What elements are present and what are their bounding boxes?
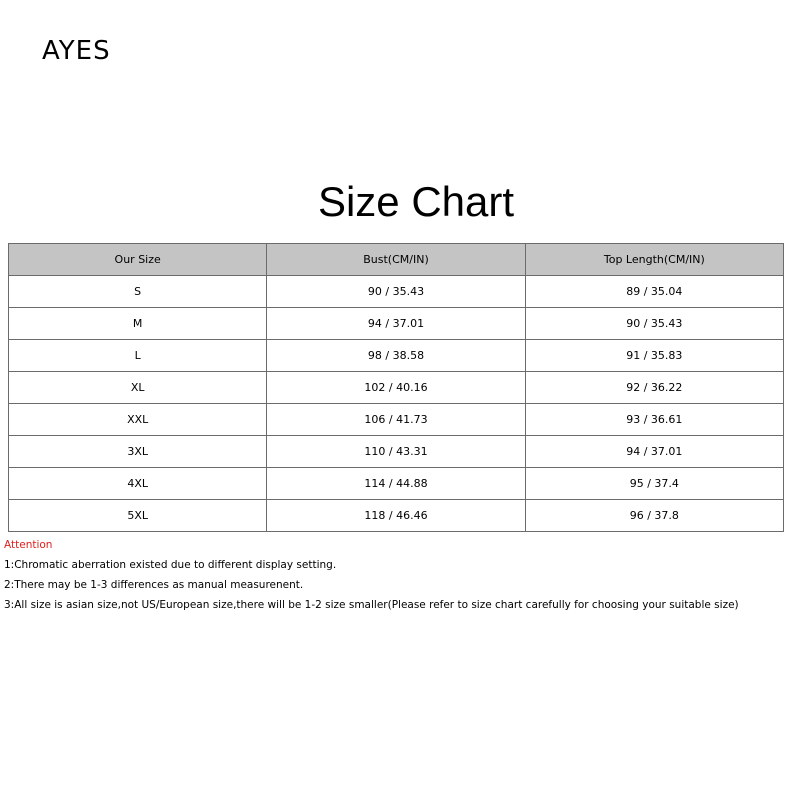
table-row (9, 468, 784, 500)
size-cell: XL (9, 372, 267, 404)
table-row (9, 276, 784, 308)
size-table (8, 243, 784, 532)
header-bust: Bust(CM/IN) (267, 244, 525, 276)
length-cell: 95 / 37.4 (525, 468, 783, 500)
note-item: 2:There may be 1-3 differences as manual measurenent. (4, 579, 304, 591)
table-row (9, 436, 784, 468)
table-row (9, 372, 784, 404)
header-our-size: Our Size (9, 244, 267, 276)
bust-cell: 98 / 38.58 (267, 340, 525, 372)
length-cell: 90 / 35.43 (525, 308, 783, 340)
table-row (9, 404, 784, 436)
bust-cell: 114 / 44.88 (267, 468, 525, 500)
table-row (9, 340, 784, 372)
length-cell: 91 / 35.83 (525, 340, 783, 372)
attention-heading: Attention (4, 539, 53, 551)
bust-cell: 94 / 37.01 (267, 308, 525, 340)
length-cell: 96 / 37.8 (525, 500, 783, 532)
note-item: 1:Chromatic aberration existed due to different display setting. (4, 559, 337, 571)
brand-logo: AYES (42, 36, 111, 66)
attention-notes (4, 535, 739, 615)
size-cell: 5XL (9, 500, 267, 532)
bust-cell: 90 / 35.43 (267, 276, 525, 308)
bust-cell: 102 / 40.16 (267, 372, 525, 404)
size-cell: L (9, 340, 267, 372)
length-cell: 89 / 35.04 (525, 276, 783, 308)
page-title: Size Chart (317, 178, 515, 225)
size-cell: XXL (9, 404, 267, 436)
bust-cell: 118 / 46.46 (267, 500, 525, 532)
table-row (9, 308, 784, 340)
table-header-row (9, 244, 784, 276)
size-cell: 4XL (9, 468, 267, 500)
length-cell: 92 / 36.22 (525, 372, 783, 404)
header-top-length: Top Length(CM/IN) (525, 244, 783, 276)
length-cell: 93 / 36.61 (525, 404, 783, 436)
note-item: 3:All size is asian size,not US/European size,there will be 1-2 size smaller(Please refer to size chart carefully for choosing your suitable size) (4, 599, 739, 611)
size-cell: 3XL (9, 436, 267, 468)
bust-cell: 106 / 41.73 (267, 404, 525, 436)
table-row (9, 500, 784, 532)
bust-cell: 110 / 43.31 (267, 436, 525, 468)
length-cell: 94 / 37.01 (525, 436, 783, 468)
size-cell: S (9, 276, 267, 308)
size-cell: M (9, 308, 267, 340)
